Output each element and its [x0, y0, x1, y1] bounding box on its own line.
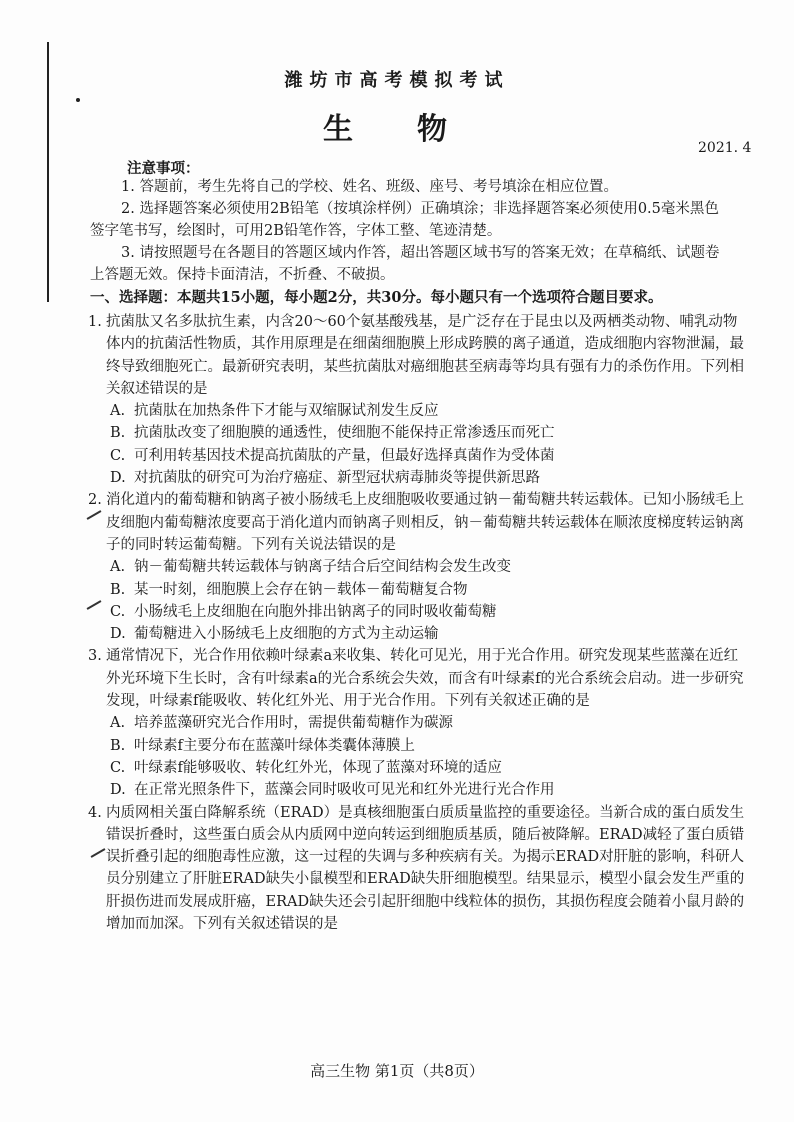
option-a	[88, 400, 748, 422]
option-c	[88, 757, 748, 779]
option-text: 葡萄糖进入小肠绒毛上皮细胞的方式为主动运输	[134, 626, 439, 643]
option-text: 可利用转基因技术提高抗菌肽的产量，但最好选择真菌作为受体菌	[134, 447, 555, 464]
question-text: 内质网相关蛋白降解系统（ERAD）是真核细胞蛋白质质量监控的重要途径。当新合成的蛋白质发生错误折叠时，这些蛋白质会从内质网中逆向转运到细胞质基质，随后被降解。ERAD减轻了蛋白质错误折叠引起的细胞毒性应激，这一过程的失调与多种疾病有关。为揭示ERAD对肝脏的影响，科研人员分别建立了肝脏ERAD缺失小鼠模型和ERAD缺失肝细胞模型。结果显示，模型小鼠会发生严重的肝损伤进而发展成肝癌，ERAD缺失还会引起肝细胞中线粒体的损伤，其损伤程度会随着小鼠月龄的增加而加深。下列有关叙述错误的是	[106, 804, 745, 933]
option-letter: C.	[110, 759, 126, 776]
option-d	[88, 779, 748, 801]
option-letter: A.	[110, 715, 126, 732]
question-number: 2.	[88, 492, 102, 509]
question-number: 3.	[88, 648, 102, 665]
notice-item: 1. 答题前，考生先将自己的学校、姓名、班级、座号、考号填涂在相应位置。	[121, 179, 618, 195]
option-letter: D.	[110, 626, 126, 643]
question-2	[88, 489, 748, 645]
option-letter: C.	[110, 447, 126, 464]
question-stem	[88, 311, 748, 400]
question-text: 抗菌肽又名多肽抗生素，内含20～60个氨基酸残基，是广泛存在于昆虫以及两栖类动物、哺乳动物体内的抗菌活性物质，其作用原理是在细菌细胞膜上形成跨膜的离子通道，造成细胞内容物泄漏，最终导致细胞死亡。最新研究表明，某些抗菌肽对癌细胞甚至病毒等均具有强有力的杀伤作用。下列相关叙述错误的是	[106, 314, 744, 397]
option-text: 钠－葡萄糖共转运载体与钠离子结合后空间结构会发生改变	[134, 559, 511, 576]
option-letter: B.	[110, 425, 126, 442]
question-number: 4.	[88, 804, 102, 821]
exam-title: 潍坊市高考模拟考试	[284, 70, 510, 91]
option-d	[88, 467, 748, 489]
notice-heading: 注意事项：	[127, 160, 200, 177]
option-c	[88, 445, 748, 467]
option-a	[88, 556, 748, 578]
exam-subject: 生物	[323, 112, 511, 147]
option-text: 培养蓝藻研究光合作用时，需提供葡萄糖作为碳源	[134, 715, 453, 732]
option-letter: A.	[110, 403, 126, 420]
notice-body	[90, 176, 726, 286]
option-letter: A.	[110, 559, 126, 576]
option-c	[88, 601, 748, 623]
exam-date: 2021. 4	[698, 140, 752, 156]
question-number: 1.	[88, 314, 102, 330]
question-stem	[88, 489, 748, 556]
option-text: 叶绿素f能够吸收、转化红外光，体现了蓝藻对环境的适应	[134, 759, 502, 776]
option-text: 在正常光照条件下，蓝藻会同时吸收可见光和红外光进行光合作用	[134, 782, 555, 799]
option-letter: D.	[110, 782, 126, 799]
option-letter: D.	[110, 470, 126, 487]
option-d	[88, 623, 748, 645]
option-b	[88, 735, 748, 757]
option-letter: C.	[110, 603, 126, 620]
question-text: 通常情况下，光合作用依赖叶绿素a来收集、转化可见光，用于光合作用。研究发现某些蓝藻在近红外光环境下生长时，含有叶绿素a的光合系统会失效，而含有叶绿素f的光合系统会启动。进一步研究发现，叶绿素f能吸收、转化红外光、用于光合作用。下列有关叙述正确的是	[106, 648, 744, 710]
notice-item: 3. 请按照题号在各题目的答题区域内作答，超出答题区域书写的答案无效；在草稿纸、试题卷上答题无效。保持卡面清洁，不折叠、不破损。	[90, 245, 720, 283]
option-b	[88, 422, 748, 444]
option-text: 某一时刻，细胞膜上会存在钠－载体－葡萄糖复合物	[134, 581, 468, 598]
option-b	[88, 579, 748, 601]
notice-item: 2. 选择题答案必须使用2B铅笔（按填涂样例）正确填涂；非选择题答案必须使用0.5毫米黑色签字笔书写，绘图时，可用2B铅笔作答，字体工整、笔迹清楚。	[90, 201, 719, 239]
ink-dot	[76, 98, 80, 102]
option-letter: B.	[110, 737, 126, 754]
section-title: 一、选择题：本题共15小题，每小题2分，共30分。每小题只有一个选项符合题目要求。	[90, 289, 663, 306]
question-1	[88, 311, 748, 489]
option-a	[88, 712, 748, 734]
option-text: 叶绿素f主要分布在蓝藻叶绿体类囊体薄膜上	[134, 737, 415, 754]
option-text: 抗菌肽在加热条件下才能与双缩脲试剂发生反应	[134, 403, 439, 420]
question-stem	[88, 802, 748, 936]
question-4	[88, 802, 748, 936]
question-3	[88, 645, 748, 801]
option-letter: B.	[110, 581, 126, 598]
option-text: 对抗菌肽的研究可为治疗癌症、新型冠状病毒肺炎等提供新思路	[134, 470, 540, 487]
question-text: 消化道内的葡萄糖和钠离子被小肠绒毛上皮细胞吸收要通过钠－葡萄糖共转运载体。已知小肠绒毛上皮细胞内葡萄糖浓度要高于消化道内而钠离子则相反，钠－葡萄糖共转运载体在顺浓度梯度转运钠离子的同时转运葡萄糖。下列有关说法错误的是	[106, 492, 744, 553]
question-stem	[88, 645, 748, 712]
page-footer: 高三生物 第1页（共8页）	[310, 1062, 484, 1080]
option-text: 小肠绒毛上皮细胞在向胞外排出钠离子的同时吸收葡萄糖	[134, 603, 497, 620]
question-list	[88, 311, 748, 935]
option-text: 抗菌肽改变了细胞膜的通透性，使细胞不能保持正常渗透压而死亡	[134, 425, 555, 442]
